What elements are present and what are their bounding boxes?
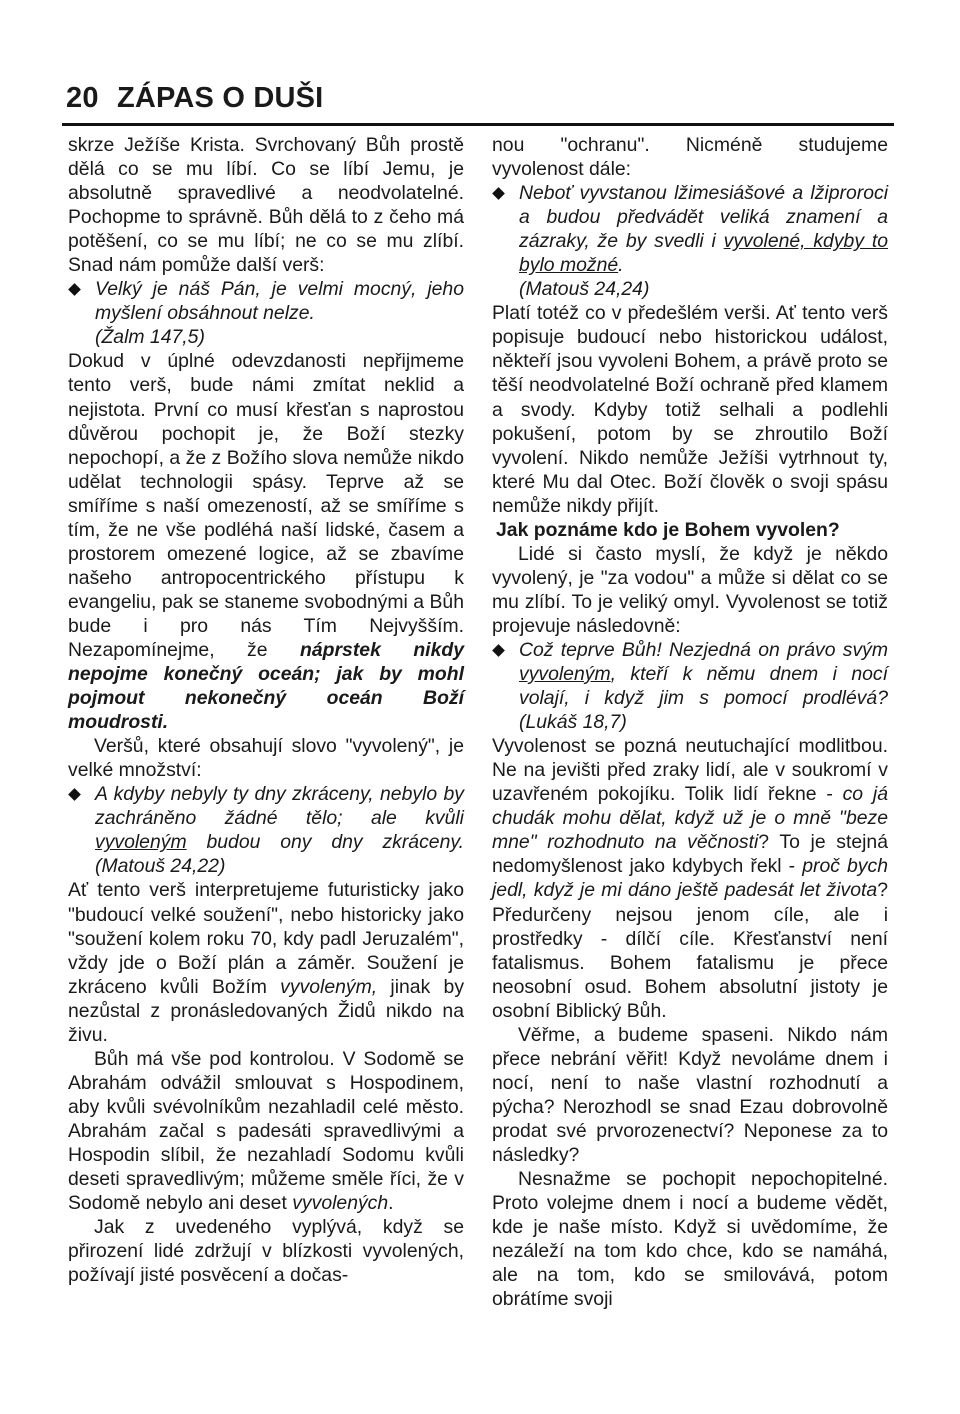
italic-text: vyvoleným, xyxy=(280,975,378,998)
paragraph: skrze Ježíše Krista. Svrchovaný Bůh prostě dělá co se mu líbí. Co se líbí Jemu, je absolutně spravedlivé a neodvolatelné. Pochopme to správně. Bůh dělá to z čeho má potěšení, co se mu líbí; ne co se mu zlíbí. Snad nám pomůže další verš: xyxy=(68,134,464,277)
diamond-bullet-icon xyxy=(492,187,505,200)
right-column xyxy=(492,133,888,1311)
diamond-bullet-icon xyxy=(68,283,81,296)
paragraph: Platí totéž co v předešlém verši. Ať tento verš popisuje budoucí nebo historickou událost, někteří jsou vyvoleni Bohem, a právě proto se těší neodvolatelné Boží ochraně před klamem a svody. Kdyby totiž selhali a podlehli pokušení, potom by se zhroutilo Boží vyvolení. Nikdo nemůže Ježíši vytrhnout ty, které Mu dal Otec. Boží člověk o svoji spásu nemůže nikdy přijít. xyxy=(492,302,888,517)
paragraph-text: ? Předurčeny nejsou jenom cíle, ale i prostředky - dílčí cíle. Křesťanství není fatalismus. Bohem fatalismu je přece neosobní osud. Bohem absolutní jistoty je osobní Biblický Bůh. xyxy=(492,879,888,1022)
quote-text: Velký je náš Pán, je velmi mocný, jeho myšlení obsáhnout nelze. xyxy=(95,278,464,325)
quote-underlined: vyvolené, kdyby to bylo možné xyxy=(519,230,888,277)
left-column xyxy=(68,133,464,1287)
italic-text: proč bych jedl, když je mi dáno ještě padesát let života xyxy=(492,855,888,902)
paragraph-text: jinak by nezůstal z pronásledovaných Židů nikdo na živu. xyxy=(68,975,465,1046)
paragraph: Věřme, a budeme spaseni. Nikdo nám přece nebrání věřit! Když nevoláme dnem i nocí, není to naše vlastní rozhodnutí a pýcha? Nerozhodl se snad Ezau dobrovolně prodat své prvorozenectví? Neponese za to následky? xyxy=(492,1023,888,1166)
chapter-title: ZÁPAS O DUŠI xyxy=(116,82,324,114)
bible-quote xyxy=(68,277,464,349)
quote-text: Neboť vyvstanou lžimesiášové a lžiproroci a budou předvádět veliká znamení a zázraky, že by svedli i xyxy=(519,182,888,253)
quote-text: Což teprve Bůh! Nezjedná on právo svým xyxy=(519,638,888,661)
page-number: 20 xyxy=(66,82,99,114)
paragraph-text: Vyvolenost se pozná neutuchající modlitbou. Ne na jevišti před zraky lidí, ale v soukromí v uzavřeném pokojíku. Tolik lidí řekne - xyxy=(492,735,888,806)
paragraph-text: ? To je stejná nedomyšlenost jako kdybych řekl - xyxy=(492,831,888,878)
quote-underlined: vyvoleným xyxy=(95,831,187,854)
quote-underlined: vyvoleným xyxy=(519,663,611,686)
paragraph-text: . xyxy=(388,1192,394,1215)
paragraph xyxy=(68,878,464,1046)
diamond-bullet-icon xyxy=(492,644,505,657)
paragraph xyxy=(492,734,888,1023)
quote-text: A kdyby nebyly ty dny zkráceny, nebylo by zachráněno žádné tělo; ale kvůli xyxy=(95,783,464,830)
quote-reference: (Matouš 24,22) xyxy=(95,855,226,878)
quote-text: , kteří k němu dnem i nocí volají, i když jim s pomocí prodlévá? xyxy=(519,663,888,710)
header-rule xyxy=(62,123,894,126)
paragraph-text: Bůh má vše pod kontrolou. V Sodomě se Abrahám odvážil smlouvat s Hospodinem, aby kvůli svévolníkům nezahladil celé město. Abrahám začal s padesáti spravedlivými a Hospodin slíbil, že nezahladí Sodomu kvůli deseti spravedlivým; můžeme směle říci, že v Sodomě nebylo ani deset xyxy=(68,1047,464,1215)
paragraph: Lidé si často myslí, že když je někdo vyvolený, je "za vodou" a může si dělat co se mu zlíbí. To je veliký omyl. Vyvolenost se totiž projevuje následovně: xyxy=(492,542,888,637)
paragraph xyxy=(68,1047,464,1215)
page-header xyxy=(66,82,896,115)
quote-reference: (Žalm 147,5) xyxy=(95,326,205,349)
emphasis-text: náprstek nikdy nepojme konečný oceán; jak by mohl pojmout nekonečný oceán Boží moudrosti. xyxy=(68,638,464,734)
quote-text: . xyxy=(618,254,624,277)
quote-reference: (Matouš 24,24) xyxy=(519,278,650,301)
bible-quote xyxy=(68,782,464,878)
quote-reference: (Lukáš 18,7) xyxy=(519,711,627,734)
paragraph xyxy=(68,349,464,734)
italic-text: co já chudák mohu dělat, když už je o mně "beze mne" rozhodnuto na věčnosti xyxy=(492,783,888,854)
paragraph-text: Dokud v úplné odevzdanosti nepřijmeme tento verš, bude námi zmítat neklid a nejistota. První co musí křesťan s naprostou důvěrou pochopit je, že Boží stezky nepochopí, a že z Božího slova nemůže nikdo udělat technologii spásy. Teprve až se smíříme s naší omezeností, až se smíříme s tím, že ne vše podléhá naší lidské, časem a prostorem omezené logice, až se zbavíme našeho antropocentrického přístupu k evangeliu, pak se staneme svobodnými a Bůh bude i pro nás Tím Nejvyšším. Nezapomínejme, že xyxy=(68,350,464,661)
paragraph: Jak z uvedeného vyplývá, když se přirození lidé zdržují v blízkosti vyvolených, požívají jisté posvěcení a dočas- xyxy=(68,1216,464,1287)
paragraph: Veršů, které obsahují slovo "vyvolený", je velké množství: xyxy=(68,735,464,782)
diamond-bullet-icon xyxy=(68,788,81,801)
paragraph: Nesnažme se pochopit nepochopitelné. Proto volejme dnem i nocí a budeme vědět, kde je naše místo. Když si uvědomíme, že nezáleží na tom kdo chce, kdo se namáhá, ale na tom, kdo se smilovává, potom obrátíme svoji xyxy=(492,1168,888,1311)
bible-quote xyxy=(492,638,888,734)
quote-text: budou ony dny zkráceny. xyxy=(206,831,464,854)
paragraph-text: Ať tento verš interpretujeme futuristicky jako "budoucí velké soužení", nebo historicky jako "soužení kolem roku 70, kdy padl Jeruzalém", vždy jde o Boží plán a záměr. Soužení je zkráceno kvůli Božím xyxy=(68,879,464,998)
italic-text: vyvolených xyxy=(292,1192,389,1215)
bible-quote xyxy=(492,181,888,301)
section-heading: Jak poznáme kdo je Bohem vyvolen? xyxy=(496,518,840,541)
paragraph: nou "ochranu". Nicméně studujeme vyvolenost dále: xyxy=(492,134,888,181)
